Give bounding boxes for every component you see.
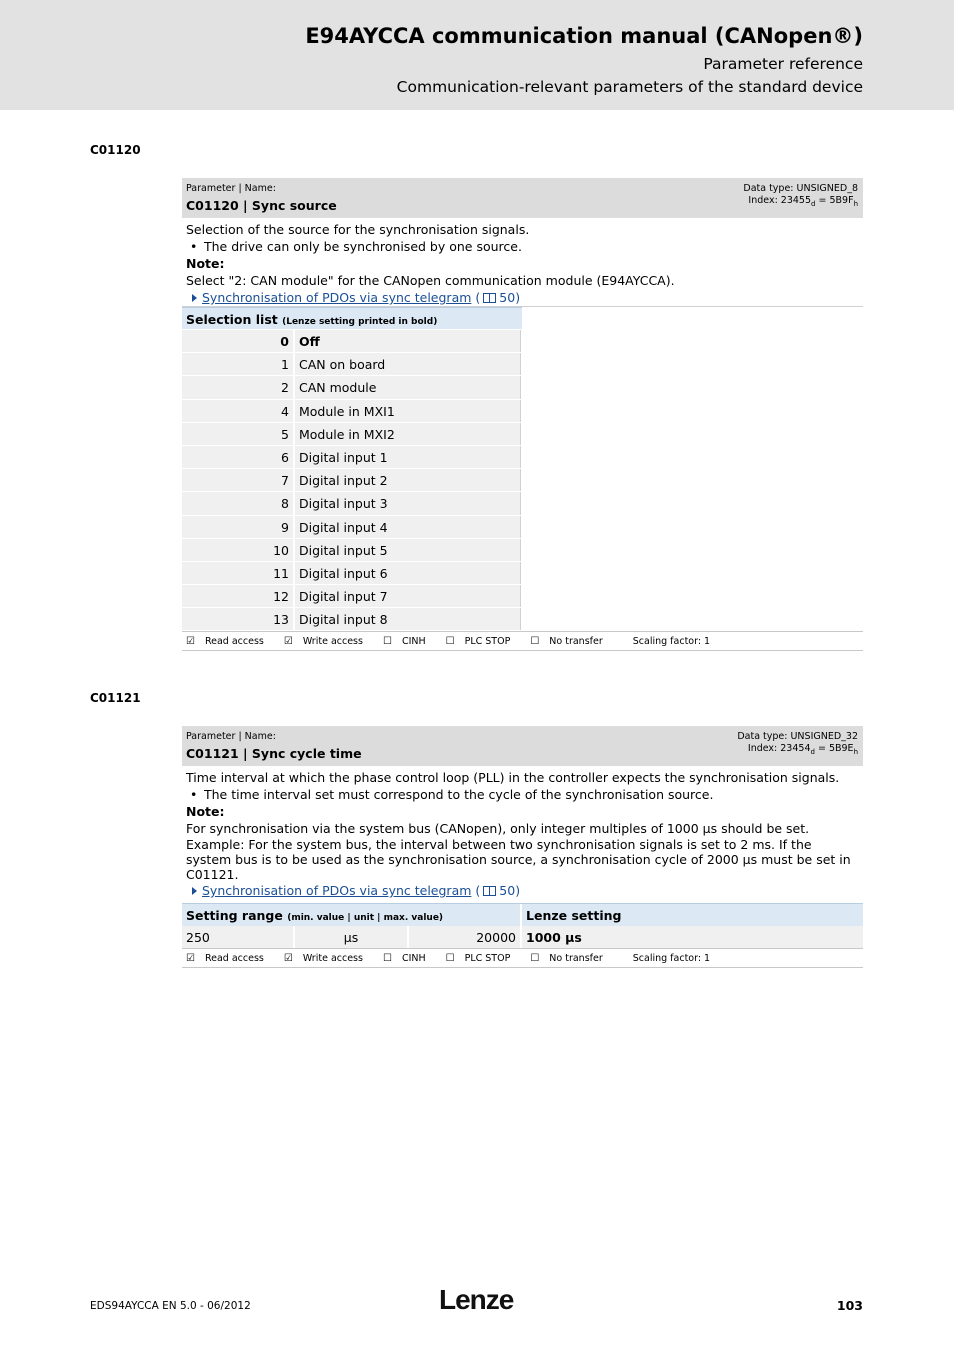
selection-text: Digital input 5	[295, 539, 521, 561]
selection-row	[182, 539, 863, 562]
scaling-factor: Scaling factor: 1	[632, 952, 711, 964]
note-text: Select "2: CAN module" for the CANopen communication module (E94AYCCA).	[186, 273, 675, 288]
selection-value: 2	[182, 376, 295, 398]
selection-row	[182, 330, 863, 353]
selection-value: 9	[182, 516, 295, 538]
section-label-c01121: C01121	[90, 691, 141, 705]
selection-row	[182, 469, 863, 492]
selection-text: CAN module	[295, 376, 521, 398]
description-text: Selection of the source for the synchronisation signals.	[186, 222, 530, 237]
param-description	[182, 218, 863, 306]
chapter-title: Parameter reference	[703, 55, 863, 73]
selection-text: Digital input 2	[295, 469, 521, 491]
arrow-right-icon	[192, 887, 197, 895]
lenze-setting-title: Lenze setting	[526, 908, 622, 923]
note-title: Note:	[186, 804, 225, 819]
param-type-index	[737, 731, 858, 758]
param-block-c01121	[182, 726, 863, 968]
selection-row	[182, 446, 863, 469]
param-name: C01121 | Sync cycle time	[186, 746, 362, 761]
sync-telegram-link[interactable]: Synchronisation of PDOs via sync telegram	[202, 883, 472, 898]
selection-text: Module in MXI2	[295, 423, 521, 445]
sync-telegram-link[interactable]: Synchronisation of PDOs via sync telegram	[202, 290, 472, 305]
cinh-flag: ☐ CINH	[382, 952, 426, 964]
note-title: Note:	[186, 256, 225, 271]
selection-value: 7	[182, 469, 295, 491]
plc-stop-flag: ☐ PLC STOP	[445, 635, 511, 647]
selection-text: Digital input 8	[295, 608, 521, 630]
access-footer	[182, 631, 863, 651]
document-id: EDS94AYCCA EN 5.0 - 06/2012	[90, 1300, 251, 1312]
selection-row	[182, 400, 863, 423]
selection-text: Digital input 3	[295, 492, 521, 514]
selection-value: 6	[182, 446, 295, 468]
selection-row	[182, 562, 863, 585]
selection-text: Digital input 1	[295, 446, 521, 468]
selection-text: Module in MXI1	[295, 400, 521, 422]
write-access-flag: ☑ Write access	[283, 635, 363, 647]
selection-value: 5	[182, 423, 295, 445]
section-label-c01120: C01120	[90, 143, 141, 157]
description-text: Time interval at which the phase control loop (PLL) in the controller expects the synchronisation signals.	[186, 770, 840, 785]
selection-row	[182, 492, 863, 515]
no-transfer-flag: ☐ No transfer	[530, 952, 603, 964]
selection-text: Digital input 6	[295, 562, 521, 584]
selection-row	[182, 376, 863, 399]
setting-range-row	[182, 926, 863, 948]
read-access-flag: ☑ Read access	[186, 952, 264, 964]
selection-value: 1	[182, 353, 295, 375]
data-type: Data type: UNSIGNED_8	[743, 183, 858, 194]
param-description	[182, 766, 863, 899]
selection-text: Digital input 7	[295, 585, 521, 607]
scaling-factor: Scaling factor: 1	[632, 635, 711, 647]
selection-value: 11	[182, 562, 295, 584]
access-footer	[182, 948, 863, 968]
range-min: 250	[182, 926, 295, 948]
selection-list-header: Selection list (Lenze setting printed in bold)	[182, 307, 522, 330]
read-access-flag: ☑ Read access	[186, 635, 264, 647]
arrow-right-icon	[192, 294, 197, 302]
param-header	[182, 726, 863, 766]
manual-title: E94AYCCA communication manual (CANopen®)	[305, 24, 863, 48]
selection-value: 13	[182, 608, 295, 630]
selection-text: Digital input 4	[295, 516, 521, 538]
param-header	[182, 178, 863, 218]
selection-value: 12	[182, 585, 295, 607]
range-max: 20000	[409, 926, 522, 948]
cross-reference: Synchronisation of PDOs via sync telegram ( 50)	[186, 882, 859, 899]
setting-range-title: Setting range (min. value | unit | max. value)	[182, 904, 522, 926]
bullet-item: • The time interval set must correspond to the cycle of the synchronisation source.	[186, 786, 859, 803]
range-unit: µs	[295, 926, 409, 948]
setting-range-header	[182, 903, 863, 926]
param-index: Index: $23454_d = 5B9E_h$	[747, 743, 858, 756]
selection-row	[182, 516, 863, 539]
note-text: Example: For the system bus, the interval between two synchronisation signals is set to 2 ms. If the system bus is to be used as the synchronisation source, a synchronisation cycle of 2000 µs must be set in C01121.	[186, 837, 851, 882]
cross-reference: Synchronisation of PDOs via sync telegram ( 50)	[186, 289, 859, 306]
selection-row	[182, 585, 863, 608]
param-label: Parameter | Name:	[186, 183, 276, 194]
selection-text: Off	[295, 330, 521, 352]
cinh-flag: ☐ CINH	[382, 635, 426, 647]
section-title: Communication-relevant parameters of the standard device	[396, 78, 863, 96]
data-type: Data type: UNSIGNED_32	[737, 731, 858, 742]
lenze-setting-value: 1000 µs	[522, 926, 863, 948]
page-reference[interactable]: 50)	[499, 883, 521, 898]
param-label: Parameter | Name:	[186, 731, 276, 742]
selection-text: CAN on board	[295, 353, 521, 375]
note-text: For synchronisation via the system bus (CANopen), only integer multiples of 1000 µs should be set.	[186, 821, 810, 836]
param-type-index	[743, 183, 858, 210]
selection-row	[182, 423, 863, 446]
selection-value: 10	[182, 539, 295, 561]
page-header	[0, 0, 954, 110]
selection-value: 4	[182, 400, 295, 422]
selection-row	[182, 353, 863, 376]
selection-value: 8	[182, 492, 295, 514]
page-reference[interactable]: 50)	[499, 290, 521, 305]
bullet-item: • The drive can only be synchronised by one source.	[186, 238, 859, 255]
selection-list	[182, 330, 863, 631]
book-icon	[483, 886, 496, 896]
page-number: 103	[836, 1298, 863, 1313]
plc-stop-flag: ☐ PLC STOP	[445, 952, 511, 964]
selection-row	[182, 608, 863, 631]
write-access-flag: ☑ Write access	[283, 952, 363, 964]
param-index: Index: $23455_d = 5B9F_h$	[748, 195, 858, 208]
param-block-c01120	[182, 178, 863, 651]
no-transfer-flag: ☐ No transfer	[530, 635, 603, 647]
lenze-logo	[438, 1283, 516, 1317]
selection-value: 0	[182, 330, 295, 352]
book-icon	[483, 293, 496, 303]
param-name: C01120 | Sync source	[186, 198, 337, 213]
svg-text:Lenze: Lenze	[439, 1284, 514, 1315]
